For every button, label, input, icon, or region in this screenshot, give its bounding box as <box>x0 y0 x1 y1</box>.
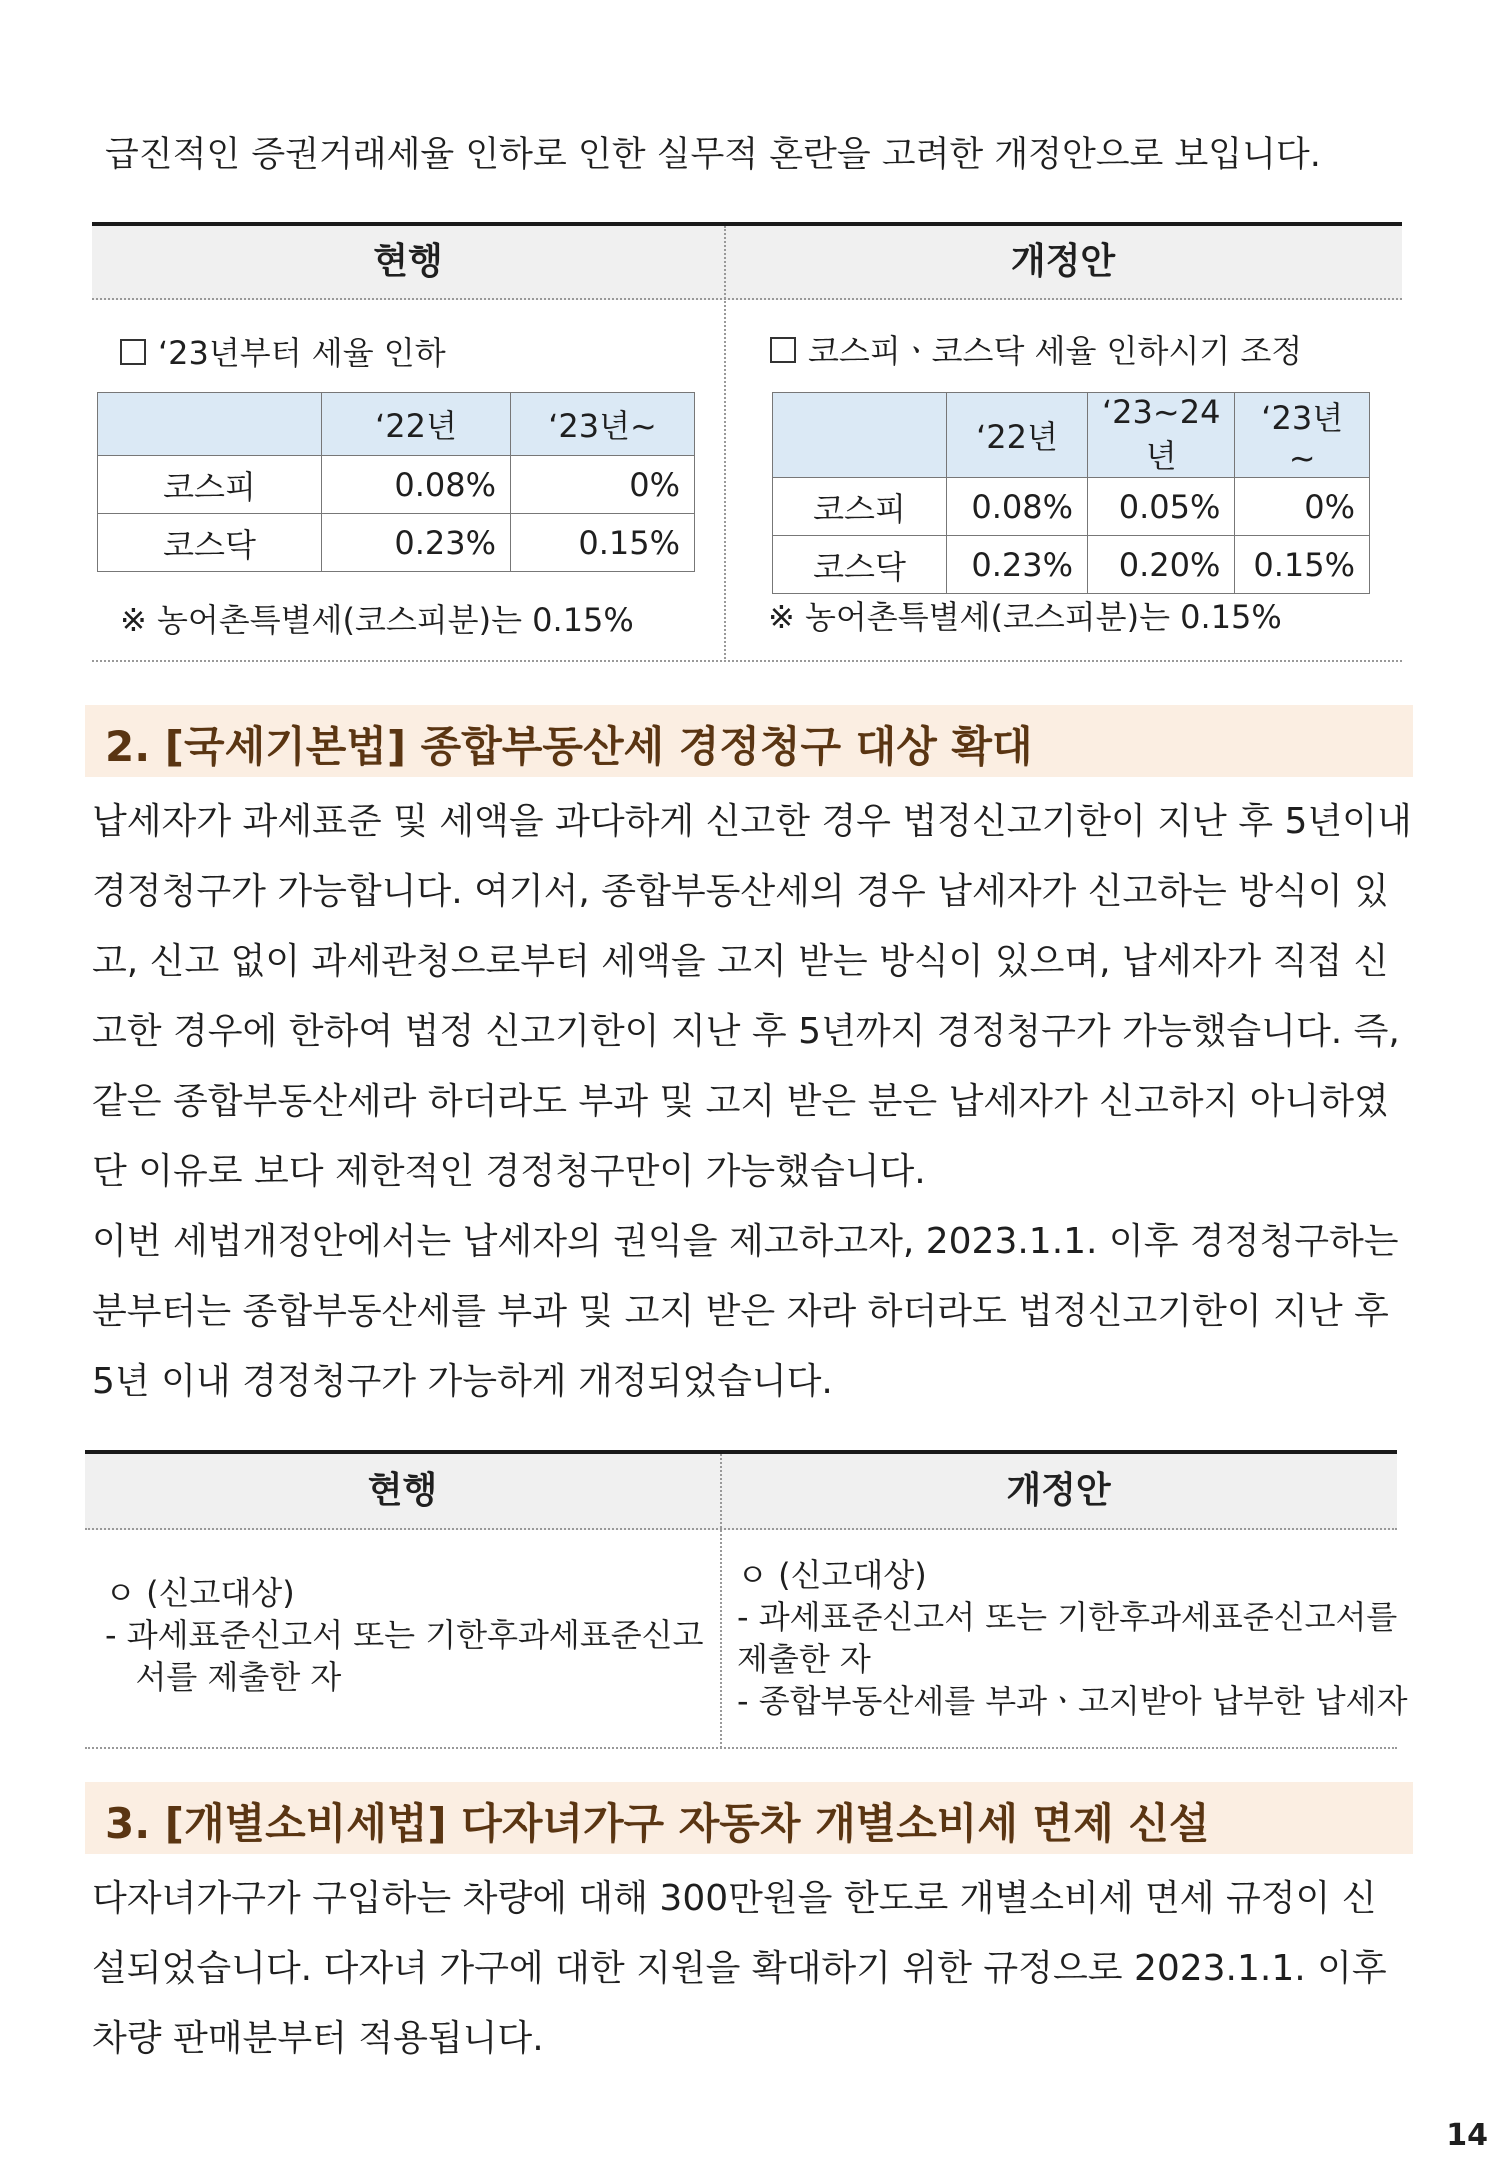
revised-title <box>770 326 1302 372</box>
table-row <box>773 536 1370 594</box>
current-title-text: ‘23년부터 세율 인하 <box>158 334 446 372</box>
table2-revised-cell <box>737 1554 1407 1722</box>
table-cell: 0.08% <box>322 456 511 514</box>
header-revised: 개정안 <box>1010 241 1116 282</box>
paragraph-line: 같은 종합부동산세라 하더라도 부과 및 고지 받은 분은 납세자가 신고하지 아니하였 <box>92 1081 1389 1122</box>
table-cell: 0.23% <box>322 514 511 572</box>
paragraph-line: 다자녀가구가 구입하는 차량에 대해 300만원을 한도로 개별소비세 면세 규정이 신 <box>92 1878 1377 1919</box>
table-cell: 0.15% <box>511 514 695 572</box>
table-cell: 0.08% <box>947 478 1088 536</box>
section-3-heading-bar <box>85 1782 1413 1854</box>
table-cell: 코스피 <box>98 456 322 514</box>
table-cell: 코스닥 <box>98 514 322 572</box>
table-header-row <box>92 226 1402 300</box>
paragraph-line: 경정청구가 가능합니다. 여기서, 종합부동산세의 경우 납세자가 신고하는 방식이 있 <box>92 871 1389 912</box>
header-revised: 개정안 <box>1006 1470 1111 1511</box>
section-2-body <box>92 787 1412 1417</box>
cell-line: ㅇ (신고대상) <box>105 1574 295 1612</box>
intro-text: 급진적인 증권거래세율 인하로 인한 실무적 혼란을 고려한 개정안으로 보입니다. <box>105 135 1321 175</box>
column-divider <box>724 226 726 662</box>
current-rate-table <box>97 392 695 572</box>
cell-line: ㅇ (신고대상) <box>737 1556 927 1594</box>
table-bottom-rule <box>85 1747 1397 1749</box>
cell-line: - 과세표준신고서 또는 기한후과세표준신고서를 <box>737 1598 1398 1636</box>
table-header-row <box>85 1454 1397 1530</box>
table-row <box>773 478 1370 536</box>
table-bottom-rule <box>92 660 1402 662</box>
table-cell: 0% <box>1235 478 1370 536</box>
cell-line: 서를 제출한 자 <box>105 1658 342 1696</box>
table-row <box>98 514 695 572</box>
checkbox-square-icon <box>770 337 796 363</box>
table-cell: 코스닥 <box>773 536 947 594</box>
header-current: 현행 <box>373 241 443 282</box>
table-cell: ‘23~24년 <box>1088 393 1235 478</box>
revised-title-text: 코스피ㆍ코스닥 세율 인하시기 조정 <box>808 332 1303 370</box>
table-cell: ‘23년~ <box>1235 393 1370 478</box>
paragraph-line: 설되었습니다. 다자녀 가구에 대한 지원을 확대하기 위한 규정으로 2023.1.1. 이후 <box>92 1948 1387 1989</box>
table-cell: 0.15% <box>1235 536 1370 594</box>
table-cell: 0.20% <box>1088 536 1235 594</box>
table-row <box>98 456 695 514</box>
page-number: 14 <box>1446 2118 1488 2153</box>
table-cell: ‘22년 <box>947 393 1088 478</box>
cell-line: 제출한 자 <box>737 1640 871 1678</box>
table-cell: 코스피 <box>773 478 947 536</box>
table-cell: 0% <box>511 456 695 514</box>
current-title <box>120 328 446 374</box>
section-2-heading: 2. [국세기본법] 종합부동산세 경정청구 대상 확대 <box>105 722 1033 771</box>
paragraph-line: 단 이유로 보다 제한적인 경정청구만이 가능했습니다. <box>92 1151 926 1192</box>
paragraph-line: 이번 세법개정안에서는 납세자의 권익을 제고하고자, 2023.1.1. 이후 경정청구하는 <box>92 1221 1399 1262</box>
section-3-heading: 3. [개별소비세법] 다자녀가구 자동차 개별소비세 면제 신설 <box>105 1799 1210 1848</box>
revised-note: ※ 농어촌특별세(코스피분)는 0.15% <box>768 598 1282 636</box>
table-row <box>98 393 695 456</box>
table-row <box>773 393 1370 478</box>
table-cell <box>773 393 947 478</box>
paragraph-line: 분부터는 종합부동산세를 부과 및 고지 받은 자라 하더라도 법정신고기한이 지난 후 <box>92 1291 1389 1332</box>
section-3-body <box>92 1864 1412 2074</box>
table-cell: 0.05% <box>1088 478 1235 536</box>
revised-rate-table <box>772 392 1370 594</box>
cell-line: - 과세표준신고서 또는 기한후과세표준신고 <box>105 1616 704 1654</box>
section-2-heading-bar <box>85 705 1413 777</box>
table-cell: 0.23% <box>947 536 1088 594</box>
paragraph-line: 고, 신고 없이 과세관청으로부터 세액을 고지 받는 방식이 있으며, 납세자가 직접 신 <box>92 941 1389 982</box>
header-current: 현행 <box>367 1470 438 1511</box>
table-cell: ‘22년 <box>322 393 511 456</box>
checkbox-square-icon <box>120 339 146 365</box>
column-divider <box>720 1454 722 1748</box>
paragraph-line: 차량 판매분부터 적용됩니다. <box>92 2018 544 2059</box>
table-cell: ‘23년~ <box>511 393 695 456</box>
paragraph-line: 납세자가 과세표준 및 세액을 과다하게 신고한 경우 법정신고기한이 지난 후 5년이내 <box>92 801 1412 842</box>
paragraph-line: 5년 이내 경정청구가 가능하게 개정되었습니다. <box>92 1361 833 1402</box>
current-note: ※ 농어촌특별세(코스피분)는 0.15% <box>120 601 634 639</box>
table2-current-cell <box>105 1572 703 1698</box>
cell-line: - 종합부동산세를 부과ㆍ고지받아 납부한 납세자 <box>737 1682 1408 1720</box>
table-cell <box>98 393 322 456</box>
paragraph-line: 고한 경우에 한하여 법정 신고기한이 지난 후 5년까지 경정청구가 가능했습니다. 즉, <box>92 1011 1400 1052</box>
